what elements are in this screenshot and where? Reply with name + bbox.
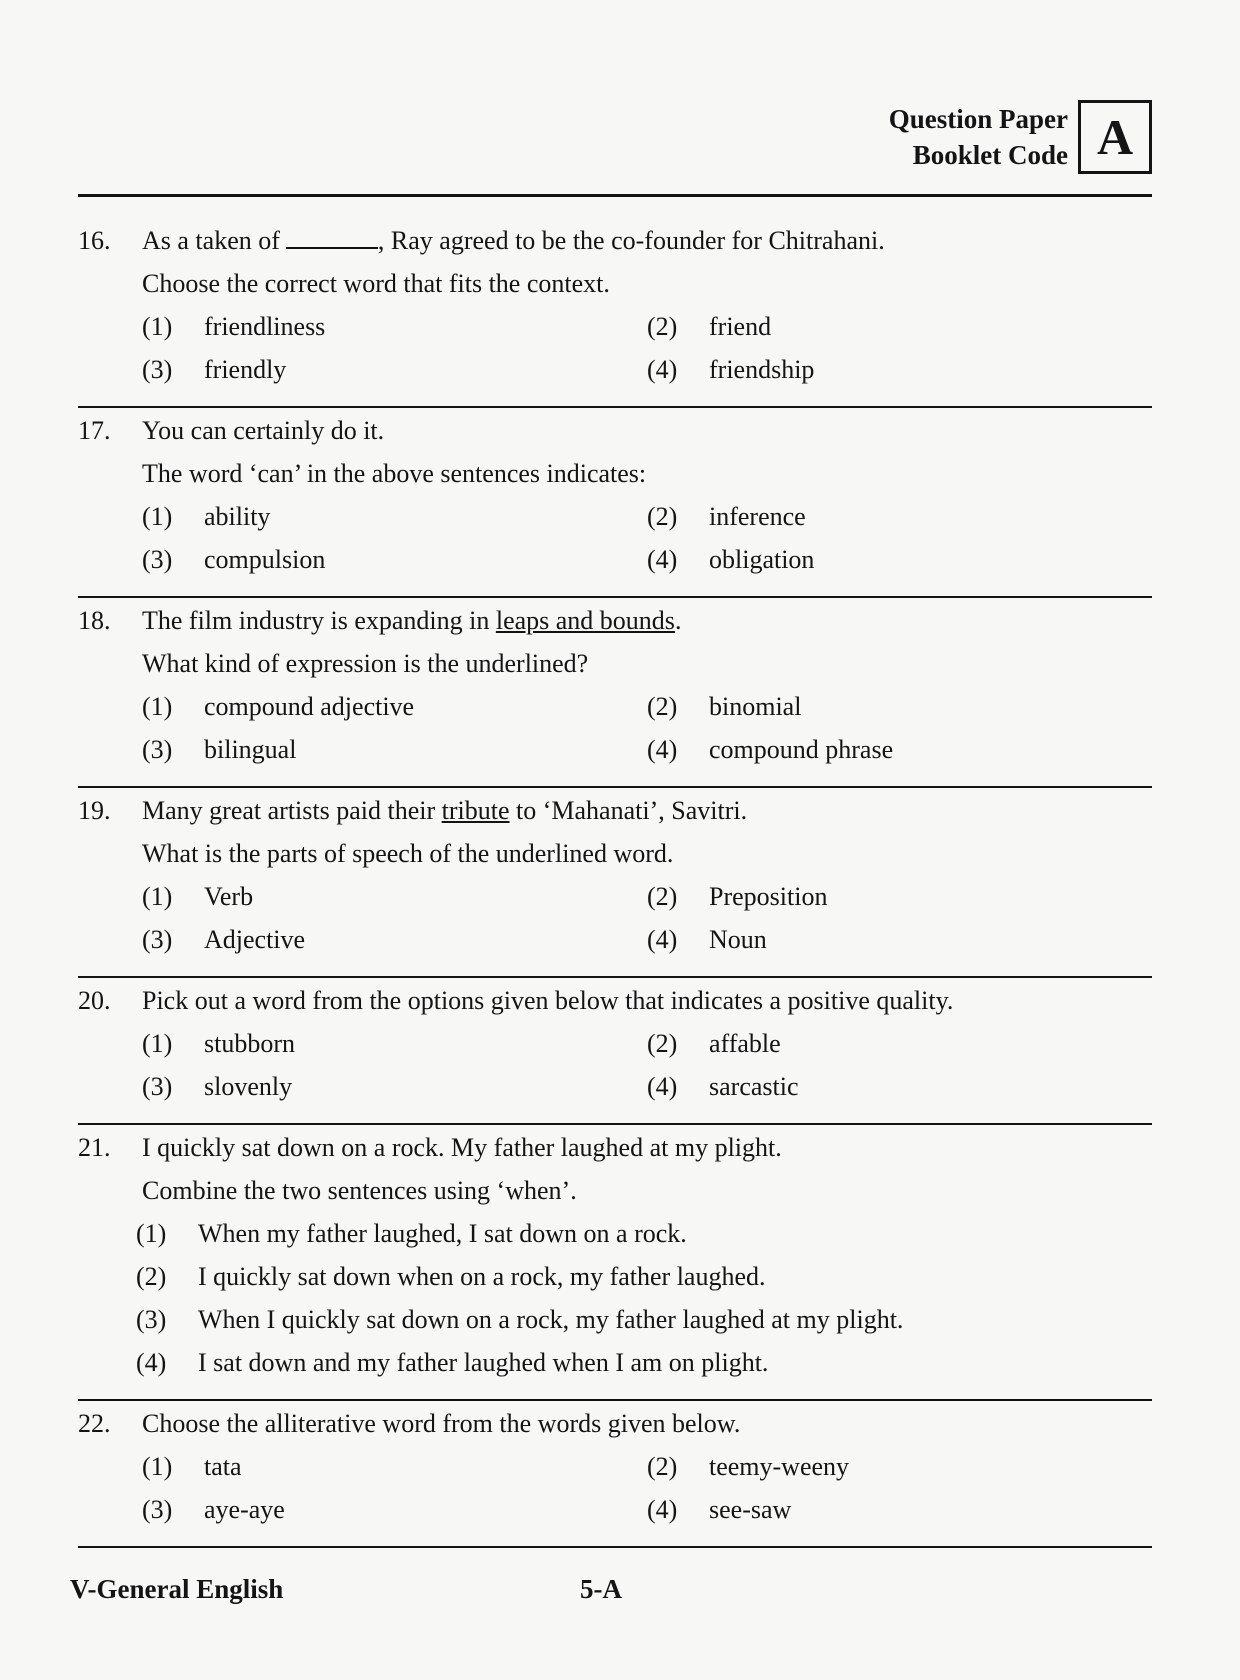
question-21 bbox=[78, 1125, 1152, 1401]
option-3: (3) Adjective bbox=[142, 925, 306, 954]
option-4: (4) Noun bbox=[647, 925, 767, 954]
option-4: (4) friendship bbox=[647, 355, 815, 384]
question-text: Pick out a word from the options given below that indicates a positive quality. bbox=[142, 986, 954, 1015]
option-1: (1) When my father laughed, I sat down on a rock. bbox=[136, 1219, 687, 1248]
option-3: (3) friendly bbox=[142, 355, 287, 384]
underlined-word: tribute bbox=[441, 796, 510, 825]
question-number: 18. bbox=[78, 606, 111, 635]
option-1: (1) compound adjective bbox=[142, 692, 415, 721]
question-instruction: What is the parts of speech of the underlined word. bbox=[142, 839, 674, 868]
option-2: (2) friend bbox=[647, 312, 772, 341]
question-text: Choose the alliterative word from the words given below. bbox=[142, 1409, 741, 1438]
question-number: 16. bbox=[78, 226, 111, 255]
question-16 bbox=[78, 218, 1152, 408]
booklet-code-box: A bbox=[1078, 100, 1152, 174]
underlined-phrase: leaps and bounds bbox=[495, 606, 675, 635]
option-1: (1) stubborn bbox=[142, 1029, 295, 1058]
option-2: (2) binomial bbox=[647, 692, 802, 721]
question-list bbox=[78, 218, 1152, 1548]
option-1: (1) tata bbox=[142, 1452, 242, 1481]
option-4: (4) I sat down and my father laughed when I am on plight. bbox=[136, 1348, 769, 1377]
option-4: (4) see-saw bbox=[647, 1495, 792, 1524]
question-text: The film industry is expanding in leaps and bounds. bbox=[142, 606, 682, 635]
option-2: (2) I quickly sat down when on a rock, my father laughed. bbox=[136, 1262, 766, 1291]
option-4: (4) compound phrase bbox=[647, 735, 894, 764]
booklet-code-header bbox=[889, 100, 1152, 174]
booklet-code-label-line2: Booklet Code bbox=[912, 140, 1068, 170]
question-instruction: Choose the correct word that fits the context. bbox=[142, 269, 610, 298]
question-19 bbox=[78, 788, 1152, 978]
question-number: 20. bbox=[78, 986, 111, 1015]
question-18 bbox=[78, 598, 1152, 788]
option-4: (4) obligation bbox=[647, 545, 815, 574]
question-20 bbox=[78, 978, 1152, 1125]
question-text: You can certainly do it. bbox=[142, 416, 385, 445]
page-number: 5-A bbox=[580, 1574, 622, 1604]
question-number: 21. bbox=[78, 1133, 111, 1162]
question-number: 17. bbox=[78, 416, 111, 445]
question-22 bbox=[78, 1401, 1152, 1548]
footer-subject: V-General English bbox=[70, 1574, 284, 1604]
option-2: (2) Preposition bbox=[647, 882, 828, 911]
question-text: As a taken of , Ray agreed to be the co-founder for Chitrahani. bbox=[142, 226, 885, 255]
question-text: I quickly sat down on a rock. My father laughed at my plight. bbox=[142, 1133, 782, 1162]
question-number: 19. bbox=[78, 796, 111, 825]
option-1: (1) Verb bbox=[142, 882, 254, 911]
question-instruction: The word ‘can’ in the above sentences indicates: bbox=[142, 459, 647, 488]
option-2: (2) inference bbox=[647, 502, 806, 531]
option-2: (2) teemy-weeny bbox=[647, 1452, 850, 1481]
option-3: (3) When I quickly sat down on a rock, my father laughed at my plight. bbox=[136, 1305, 904, 1334]
header-divider bbox=[78, 194, 1152, 197]
option-4: (4) sarcastic bbox=[647, 1072, 799, 1101]
booklet-code-label-line1: Question Paper bbox=[888, 104, 1068, 134]
question-text: Many great artists paid their tribute to ‘Mahanati’, Savitri. bbox=[142, 796, 748, 825]
option-1: (1) ability bbox=[142, 502, 271, 531]
booklet-code-label bbox=[889, 101, 1068, 173]
question-17 bbox=[78, 408, 1152, 598]
option-3: (3) aye-aye bbox=[142, 1495, 285, 1524]
option-3: (3) compulsion bbox=[142, 545, 326, 574]
option-2: (2) affable bbox=[647, 1029, 781, 1058]
option-3: (3) slovenly bbox=[142, 1072, 293, 1101]
question-instruction: What kind of expression is the underlined? bbox=[142, 649, 589, 678]
option-3: (3) bilingual bbox=[142, 735, 297, 764]
question-instruction: Combine the two sentences using ‘when’. bbox=[142, 1176, 577, 1205]
option-1: (1) friendliness bbox=[142, 312, 326, 341]
fill-blank bbox=[286, 247, 378, 249]
question-number: 22. bbox=[78, 1409, 111, 1438]
